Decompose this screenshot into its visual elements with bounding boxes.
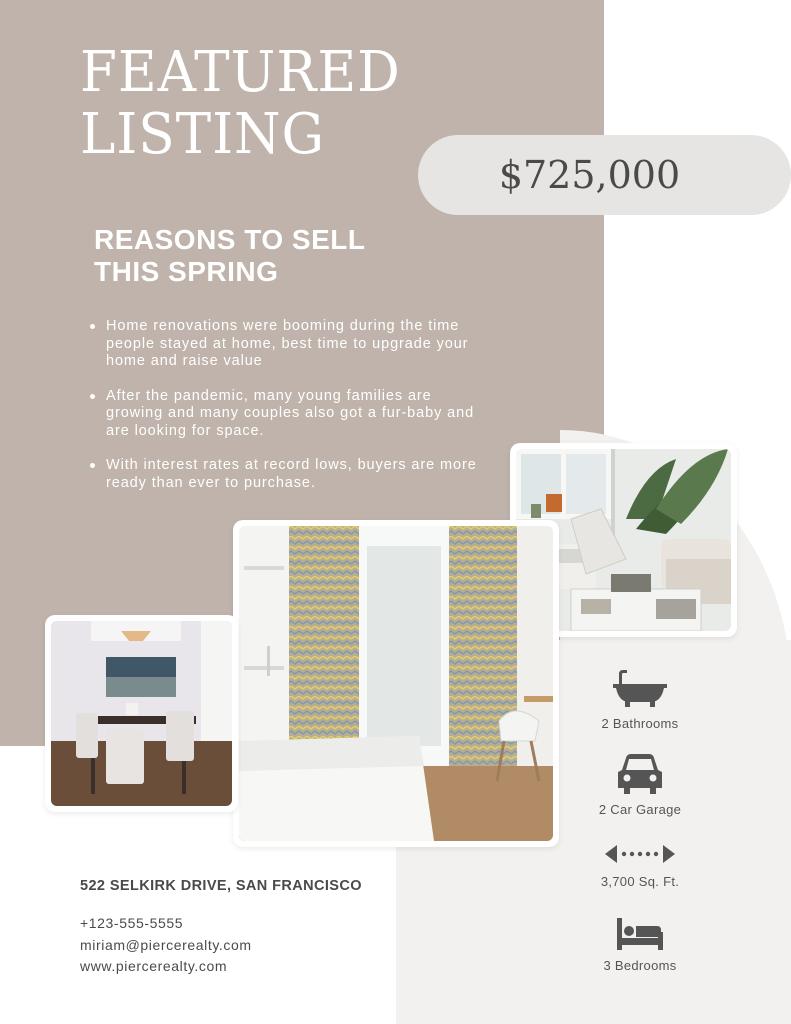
feature-label: 3,700 Sq. Ft. xyxy=(600,874,680,889)
feature-garage xyxy=(560,754,720,817)
dining-room-photo xyxy=(45,615,238,812)
section-heading-line-2: THIS SPRING xyxy=(94,256,279,287)
price-badge xyxy=(418,135,791,215)
bedroom-image xyxy=(239,526,553,841)
title-line-1: FEATURED xyxy=(80,40,401,105)
section-heading xyxy=(94,224,365,288)
contact-email[interactable]: miriam@piercerealty.com xyxy=(80,936,252,953)
feature-bathrooms xyxy=(560,670,720,731)
price-value: $725,000 xyxy=(498,153,681,197)
bed-icon xyxy=(617,918,663,950)
bathtub-icon xyxy=(613,670,667,708)
section-heading-line-1: REASONS TO SELL xyxy=(94,224,366,255)
contact-website[interactable]: www.piercerealty.com xyxy=(80,958,228,974)
feature-bedrooms xyxy=(560,918,720,973)
feature-label: 2 Bathrooms xyxy=(601,716,679,731)
reason-item: Home renovations were booming during the time people stayed at home, best time to upgrade your home and raise value xyxy=(88,318,488,371)
dining-room-image xyxy=(51,621,232,806)
reason-item: After the pandemic, many young families are growing and many couples also got a fur-baby and are looking for space. xyxy=(88,388,488,441)
reason-item: With interest rates at record lows, buyers are more ready than ever to purchase. xyxy=(88,457,488,492)
feature-label: 3 Bedrooms xyxy=(603,958,677,973)
page-title xyxy=(80,42,401,166)
reasons-list xyxy=(88,318,488,509)
feature-label: 2 Car Garage xyxy=(598,802,682,817)
property-address: 522 SELKIRK DRIVE, SAN FRANCISCO xyxy=(80,878,362,894)
title-line-2: LISTING xyxy=(80,102,325,167)
contact-phone[interactable]: +123-555-5555 xyxy=(80,915,184,931)
car-icon xyxy=(616,754,664,794)
feature-square-footage xyxy=(560,845,720,889)
bedroom-photo xyxy=(233,520,559,847)
double-arrow-icon xyxy=(605,845,675,863)
contact-info xyxy=(80,913,252,978)
